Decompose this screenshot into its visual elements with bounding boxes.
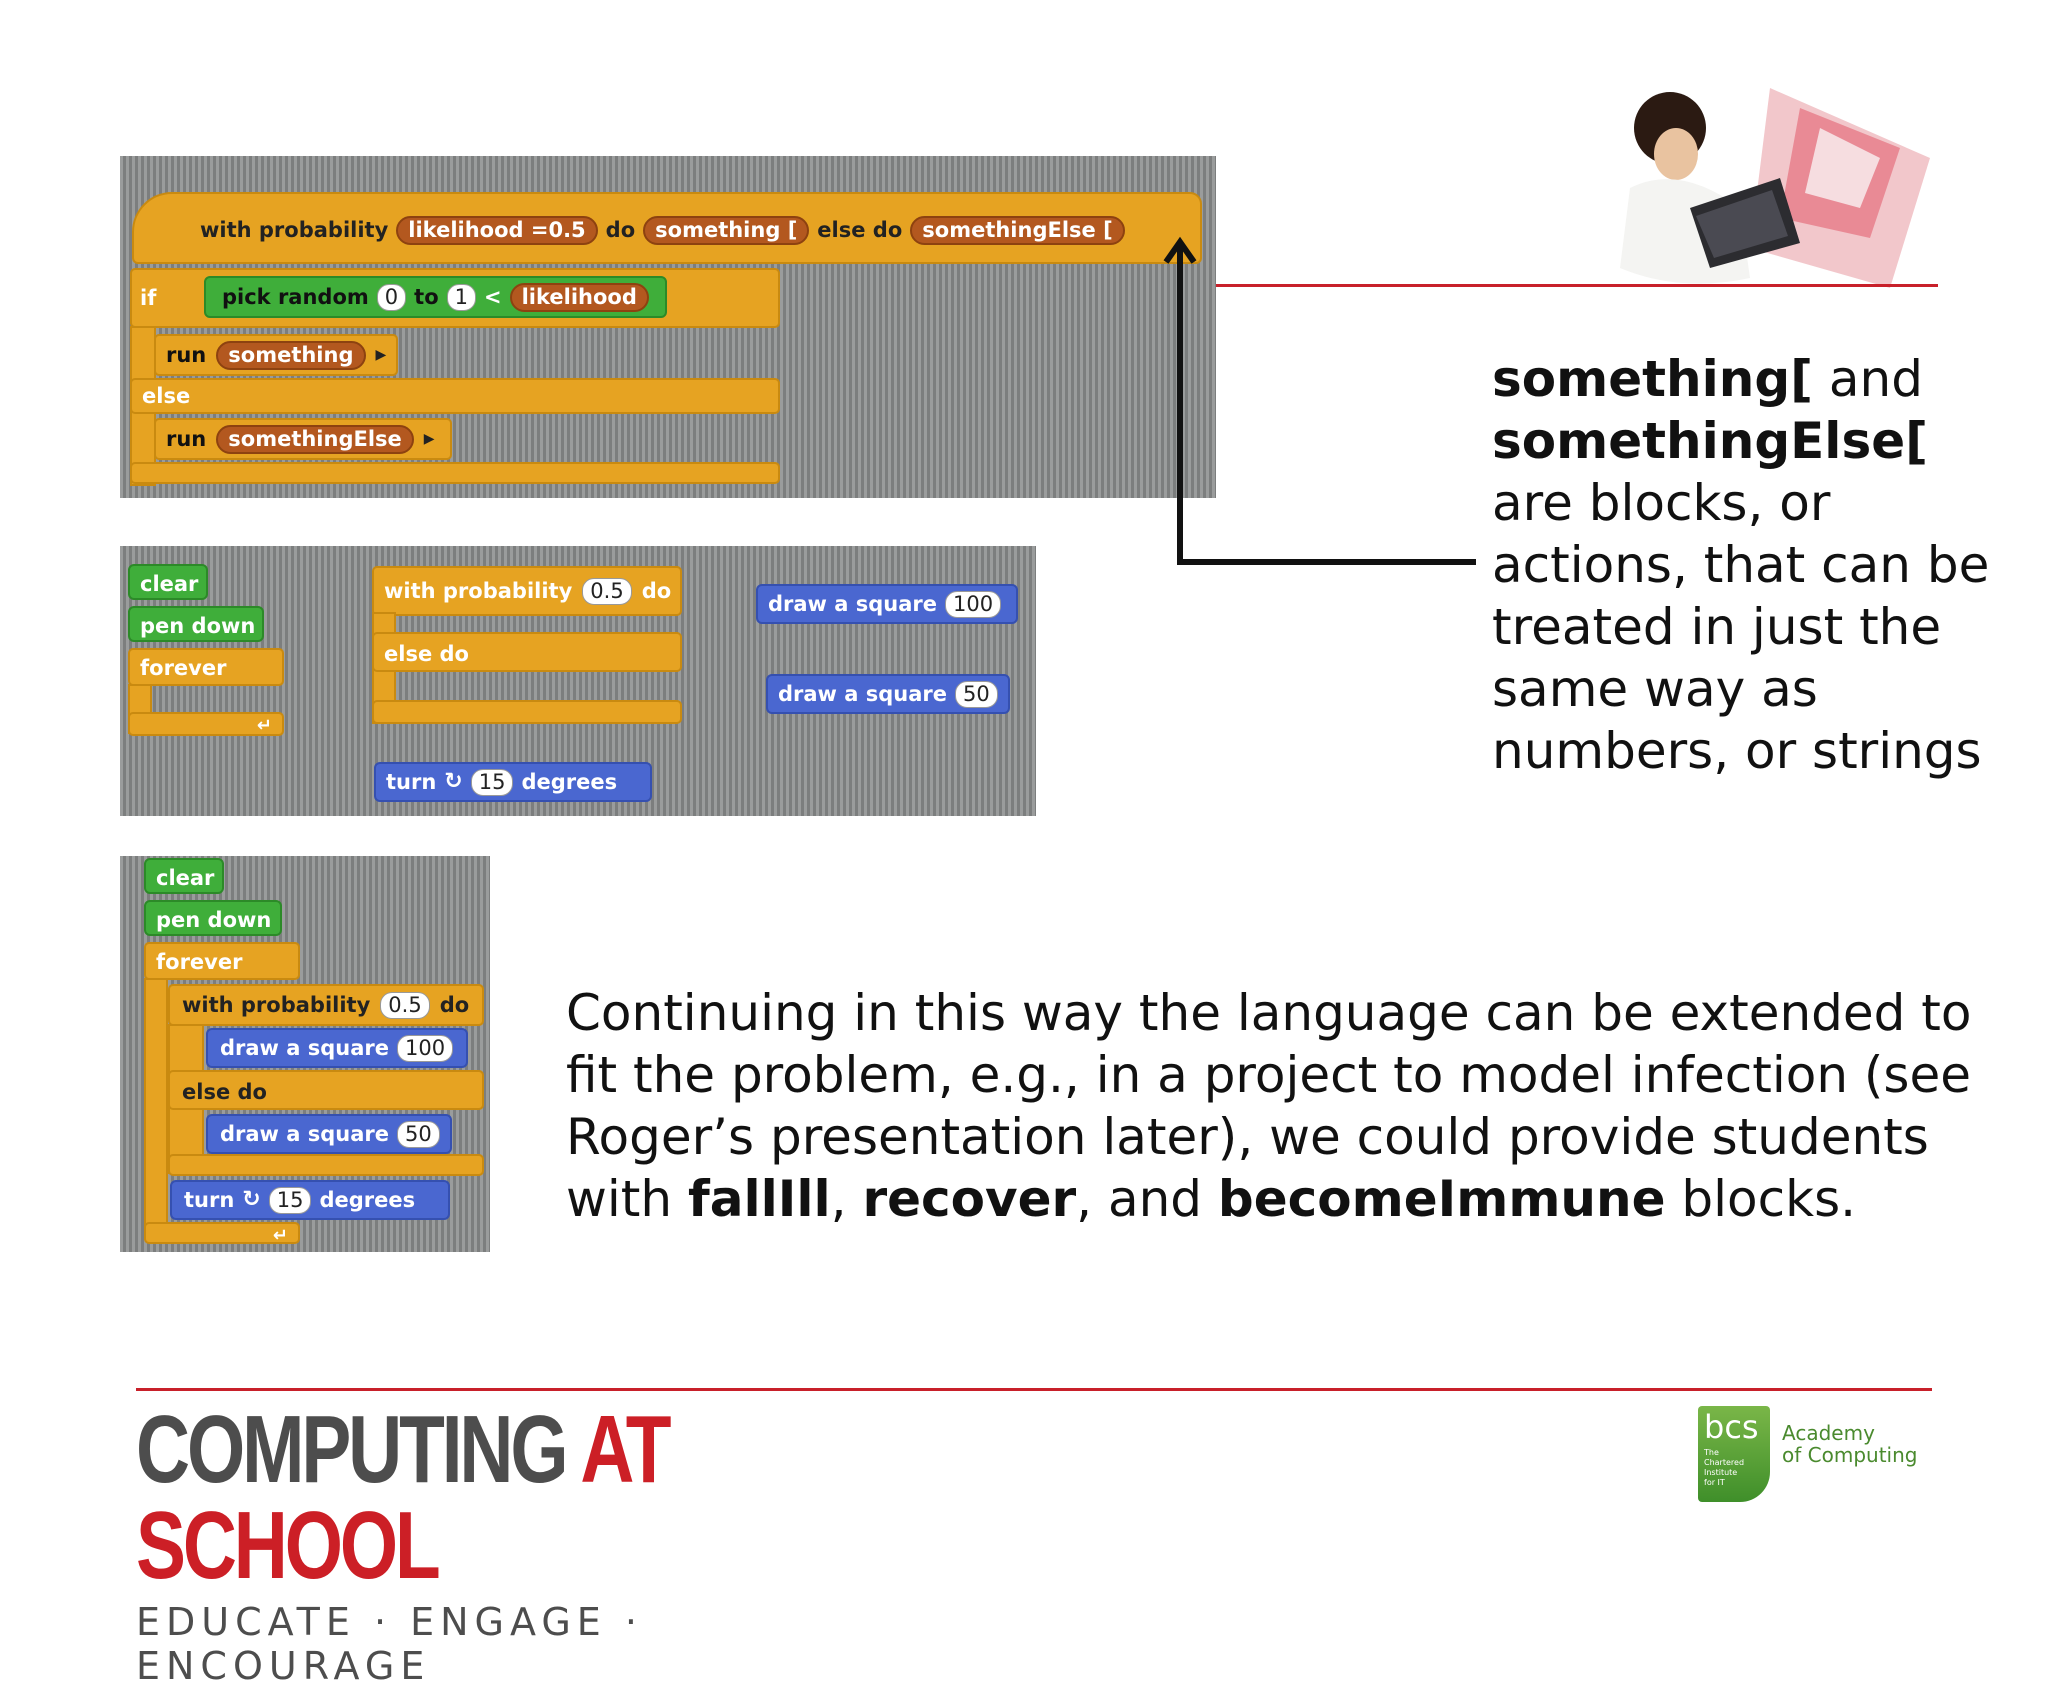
callout-bold-something-else: somethingElse[ — [1492, 412, 1928, 470]
paragraph-text-1: Continuing in this way the language can be extended to fit the problem, e.g., in a project to model infection (see Roger’s presentation later), we could provide students with — [566, 984, 1972, 1228]
label-degrees-b: degrees — [319, 1187, 416, 1212]
bcs-academy-line-2: of Computing — [1782, 1443, 1918, 1467]
label-do-b: do — [439, 992, 470, 1017]
input-turn-degrees-b[interactable]: 15 — [269, 1187, 312, 1214]
bcs-logo — [1698, 1406, 1934, 1506]
input-square-size-1[interactable]: 100 — [945, 591, 1001, 618]
label-else: else — [142, 384, 191, 408]
var-likelihood[interactable]: likelihood — [510, 283, 649, 312]
input-square-size-b1[interactable]: 100 — [397, 1035, 453, 1062]
block-name-become-immune: becomeImmune — [1217, 1170, 1666, 1228]
callout-bold-something: something[ — [1492, 350, 1813, 408]
label-with-probability-mid: with probability — [384, 578, 573, 603]
input-probability-mid[interactable]: 0.5 — [582, 578, 631, 605]
label-less-than: < — [484, 284, 502, 309]
loop-arrow-icon-b: ↵ — [272, 1225, 288, 1246]
param-something[interactable]: something [ — [643, 216, 809, 245]
label-run: run — [166, 342, 207, 367]
header-rule — [1216, 284, 1938, 287]
forever-bottom — [128, 712, 284, 736]
block-clear-b[interactable]: clear — [144, 858, 224, 894]
block-forever[interactable]: forever — [128, 648, 284, 686]
callout-and: and — [1813, 350, 1923, 408]
bcs-mark: bcs — [1704, 1408, 1759, 1446]
label-draw-square-b1: draw a square — [220, 1035, 390, 1060]
body-paragraph — [566, 982, 1986, 1230]
rotate-clockwise-icon: ↻ — [444, 769, 463, 794]
else-bar — [130, 378, 780, 414]
forever-bottom-b — [144, 1222, 300, 1244]
label-degrees-mid: degrees — [521, 769, 618, 794]
callout-arrow-line — [1180, 244, 1476, 562]
label-draw-square-b2: draw a square — [220, 1121, 390, 1146]
forever-arm-b — [144, 978, 168, 1240]
bcs-academy — [1782, 1422, 1917, 1466]
block-run-something[interactable] — [154, 334, 398, 376]
wp-else-b — [168, 1070, 484, 1110]
laptop-photo-illustration — [1600, 68, 1940, 298]
paragraph-text-2: blocks. — [1665, 1170, 1857, 1228]
label-else-do: else do — [817, 218, 903, 242]
arrow-right-icon[interactable]: ▶ — [375, 347, 387, 363]
block-name-fallill: fallIll — [687, 1170, 831, 1228]
block-turn[interactable] — [374, 762, 652, 802]
block-name-recover: recover — [862, 1170, 1077, 1228]
loop-arrow-icon: ↵ — [256, 715, 272, 736]
input-square-size-2[interactable]: 50 — [955, 681, 998, 708]
cas-brand-computing: COMPUTING — [136, 1396, 566, 1503]
block-with-probability[interactable] — [372, 566, 682, 616]
param-something-else[interactable]: somethingElse [ — [910, 216, 1124, 245]
label-do: do — [605, 218, 636, 242]
block-run-something-else[interactable] — [154, 418, 452, 460]
wp-bottom-b — [168, 1154, 484, 1176]
wp-bottom — [372, 700, 682, 724]
var-something[interactable]: something — [216, 341, 365, 370]
block-define-with-probability[interactable] — [132, 192, 1202, 264]
block-forever-b[interactable]: forever — [144, 942, 300, 980]
cas-tagline: EDUCATE · ENGAGE · ENCOURAGE — [136, 1600, 643, 1688]
label-with-probability-b: with probability — [182, 992, 371, 1017]
label-pick-random: pick random — [222, 284, 369, 309]
bcs-badge — [1698, 1406, 1770, 1502]
block-less-than[interactable] — [204, 276, 667, 318]
block-draw-square-100-b[interactable] — [206, 1028, 468, 1068]
callout-text — [1492, 348, 2032, 782]
input-turn-degrees-mid[interactable]: 15 — [471, 769, 514, 796]
block-if-else[interactable] — [130, 268, 780, 328]
label-with-probability: with probability — [200, 218, 389, 242]
label-if: if — [140, 286, 157, 310]
input-random-from[interactable]: 0 — [377, 284, 406, 311]
wp-else — [372, 632, 682, 672]
label-do-mid: do — [641, 578, 672, 603]
block-pen-down[interactable]: pen down — [128, 606, 264, 642]
label-turn-mid: turn — [386, 769, 437, 794]
label-draw-square-1: draw a square — [768, 591, 938, 616]
input-random-to[interactable]: 1 — [447, 284, 476, 311]
input-square-size-b2[interactable]: 50 — [397, 1121, 440, 1148]
var-something-else[interactable]: somethingElse — [216, 425, 414, 454]
paragraph-sep-2: , and — [1076, 1170, 1218, 1228]
block-draw-square-100[interactable] — [756, 584, 1018, 624]
block-with-probability-b[interactable] — [168, 984, 484, 1026]
cas-logo — [136, 1396, 936, 1688]
label-turn-b: turn — [184, 1187, 235, 1212]
block-turn-b[interactable] — [170, 1180, 450, 1220]
paragraph-sep-1: , — [830, 1170, 863, 1228]
label-else-do-b: else do — [182, 1080, 267, 1104]
callout-rest: are blocks, or actions, that can be treated in just the same way as numbers, or strings — [1492, 474, 1990, 780]
label-else-do-mid: else do — [384, 642, 469, 666]
block-pen-down-b[interactable]: pen down — [144, 900, 282, 936]
block-clear[interactable]: clear — [128, 564, 208, 600]
input-probability-b[interactable]: 0.5 — [380, 992, 429, 1019]
label-to: to — [414, 284, 439, 309]
if-bottom — [130, 462, 780, 484]
block-draw-square-50-b[interactable] — [206, 1114, 452, 1154]
label-run-2: run — [166, 426, 207, 451]
param-likelihood[interactable]: likelihood =0.5 — [396, 216, 597, 245]
footer-rule — [136, 1388, 1932, 1391]
bcs-small-text: The Chartered Institute for IT — [1704, 1448, 1745, 1487]
block-draw-square-50[interactable] — [766, 674, 1010, 714]
student-laptop-image — [1600, 68, 1940, 298]
callout-arrow — [1160, 224, 1490, 574]
arrow-right-icon-2[interactable]: ▶ — [423, 431, 435, 447]
rotate-clockwise-icon-b: ↻ — [242, 1187, 261, 1212]
label-draw-square-2: draw a square — [778, 681, 948, 706]
bcs-academy-line-1: Academy — [1782, 1421, 1875, 1445]
cas-brand-at-school: AT SCHOOL — [136, 1396, 669, 1599]
